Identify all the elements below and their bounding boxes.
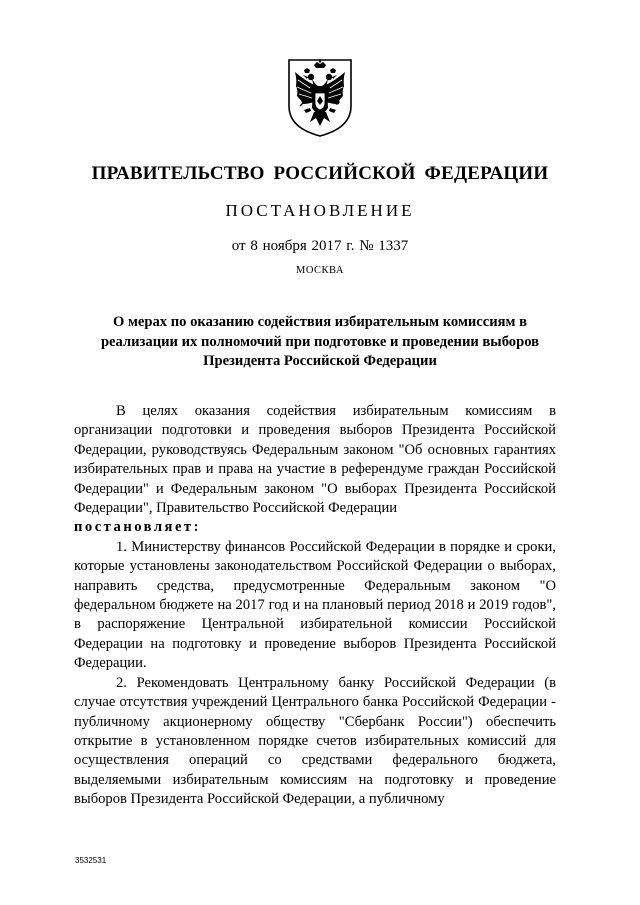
document-city: МОСКВА (296, 265, 344, 276)
subject-line: О мерах по оказанию содействия избирательным комиссиям в (112, 314, 528, 330)
document-subject (60, 313, 580, 372)
subject-line: реализации их полномочий при подготовке и проведении выборов (100, 333, 540, 350)
document-body (74, 402, 556, 810)
resolution-keyword: постановляет: (74, 519, 201, 536)
preamble-text: В целях оказания содействия избирательным комиссиям в организации подготовки и проведения выборов Президента Российской Федерации, руководствуясь Федеральным законом "Об основных гарантиях избирательных прав и права на участие в референдуме граждан Российской Федерации" и Федеральным законом "О выборах Президента Российской Федерации", Правительство Российской Федерации (74, 403, 556, 517)
footer-code: 3532531 (75, 856, 107, 865)
preamble-paragraph (74, 402, 556, 518)
item-2-paragraph: 2. Рекомендовать Центральному банку Российской Федерации (в случае отсутствия учреждений Центрального банка Российской Федерации - публичному акционерному обществу "Сбербанк России") обеспечить открытие в установленном порядке счетов избирательных комиссий для осуществления операций со средствами федерального бюджета, выделяемыми избирательным комиссиям на подготовку и проведение выборов Президента Российской Федерации, а публичному (74, 674, 556, 808)
russian-coat-of-arms-icon (286, 58, 354, 138)
document-date-number: от 8 ноября 2017 г. № 1337 (231, 238, 409, 254)
document-type: ПОСТАНОВЛЕНИЕ (225, 201, 415, 220)
item-1-paragraph: 1. Министерству финансов Российской Федерации в порядке и сроки, которые установлены законодательством Российской Федерации о выборах, направить средства, предусмотренные Федеральным законом "О федеральном бюджете на 2017 год и на плановый период 2018 и 2019 годов", в распоряжение Центральной избирательной комиссии Российской Федерации на подготовку и проведение выборов Президента Российской Федерации. (74, 538, 556, 672)
government-title: ПРАВИТЕЛЬСТВО РОССИЙСКОЙ ФЕДЕРАЦИИ (91, 163, 549, 184)
subject-line: Президента Российской Федерации (203, 353, 437, 369)
